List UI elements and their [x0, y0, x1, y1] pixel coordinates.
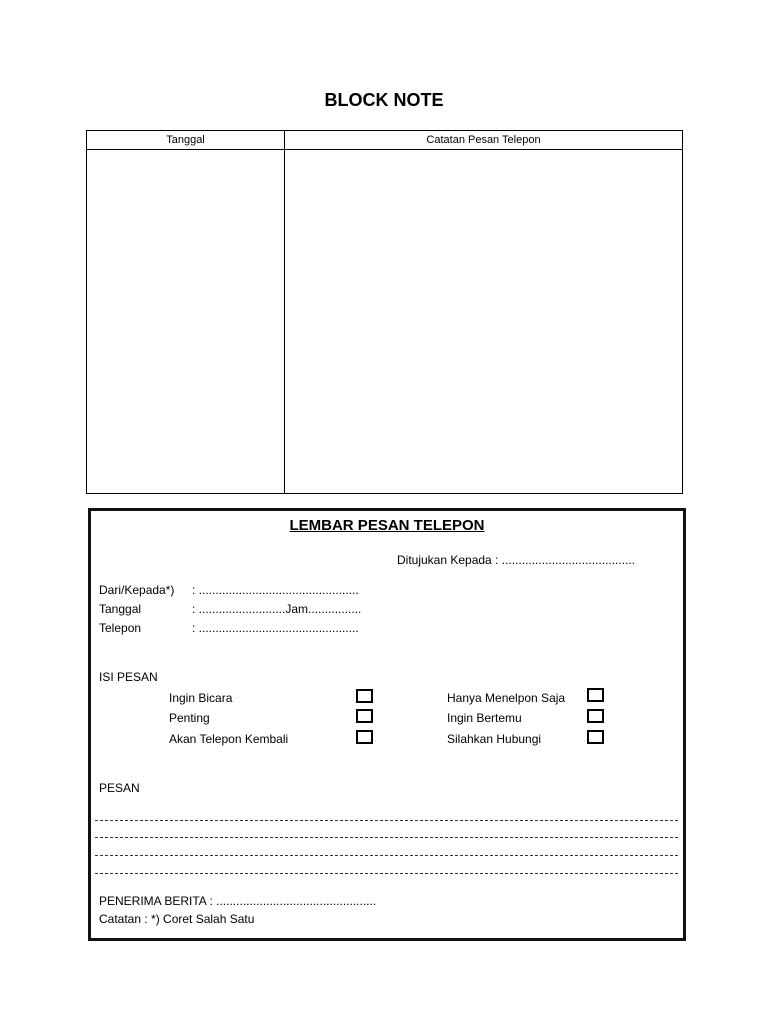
option-label: Silahkan Hubungi: [447, 732, 542, 746]
option-label: Penting: [169, 711, 210, 725]
message-line[interactable]: [95, 873, 678, 874]
message-line[interactable]: [95, 855, 678, 856]
option-label: Ingin Bicara: [169, 691, 233, 705]
message-line[interactable]: [95, 837, 678, 838]
checkbox-hanya-menelpon[interactable]: [587, 688, 604, 702]
ditujukan-field[interactable]: Ditujukan Kepada : ........................................: [397, 553, 636, 567]
isi-pesan-label: ISI PESAN: [99, 670, 158, 684]
penerima-field[interactable]: PENERIMA BERITA : ................................................: [99, 894, 377, 908]
block-note-table: [86, 130, 683, 494]
page-title: BLOCK NOTE: [324, 90, 444, 110]
option-label: Hanya Menelpon Saja: [447, 691, 566, 705]
field-value-dari[interactable]: : ................................................: [192, 583, 359, 597]
message-line[interactable]: [95, 820, 678, 821]
checkbox-ingin-bicara[interactable]: [356, 689, 373, 703]
field-value-tanggal[interactable]: : ..........................Jam................: [192, 602, 362, 616]
option-label: Ingin Bertemu: [447, 711, 522, 725]
checkbox-silahkan-hubungi[interactable]: [587, 730, 604, 744]
form-heading: LEMBAR PESAN TELEPON: [289, 517, 485, 534]
field-label-telepon: Telepon: [99, 621, 142, 635]
column-divider: [284, 131, 285, 493]
field-value-telepon[interactable]: : ................................................: [192, 621, 359, 635]
field-label-tanggal: Tanggal: [99, 602, 142, 616]
column-header-catatan: Catatan Pesan Telepon: [426, 134, 541, 146]
checkbox-penting[interactable]: [356, 709, 373, 723]
option-label: Akan Telepon Kembali: [169, 732, 289, 746]
catatan-note: Catatan : *) Coret Salah Satu: [99, 912, 255, 926]
field-label-dari: Dari/Kepada*): [99, 583, 175, 597]
checkbox-akan-telepon-kembali[interactable]: [356, 730, 373, 744]
pesan-label: PESAN: [99, 781, 140, 795]
checkbox-ingin-bertemu[interactable]: [587, 709, 604, 723]
column-header-tanggal: Tanggal: [166, 134, 205, 146]
